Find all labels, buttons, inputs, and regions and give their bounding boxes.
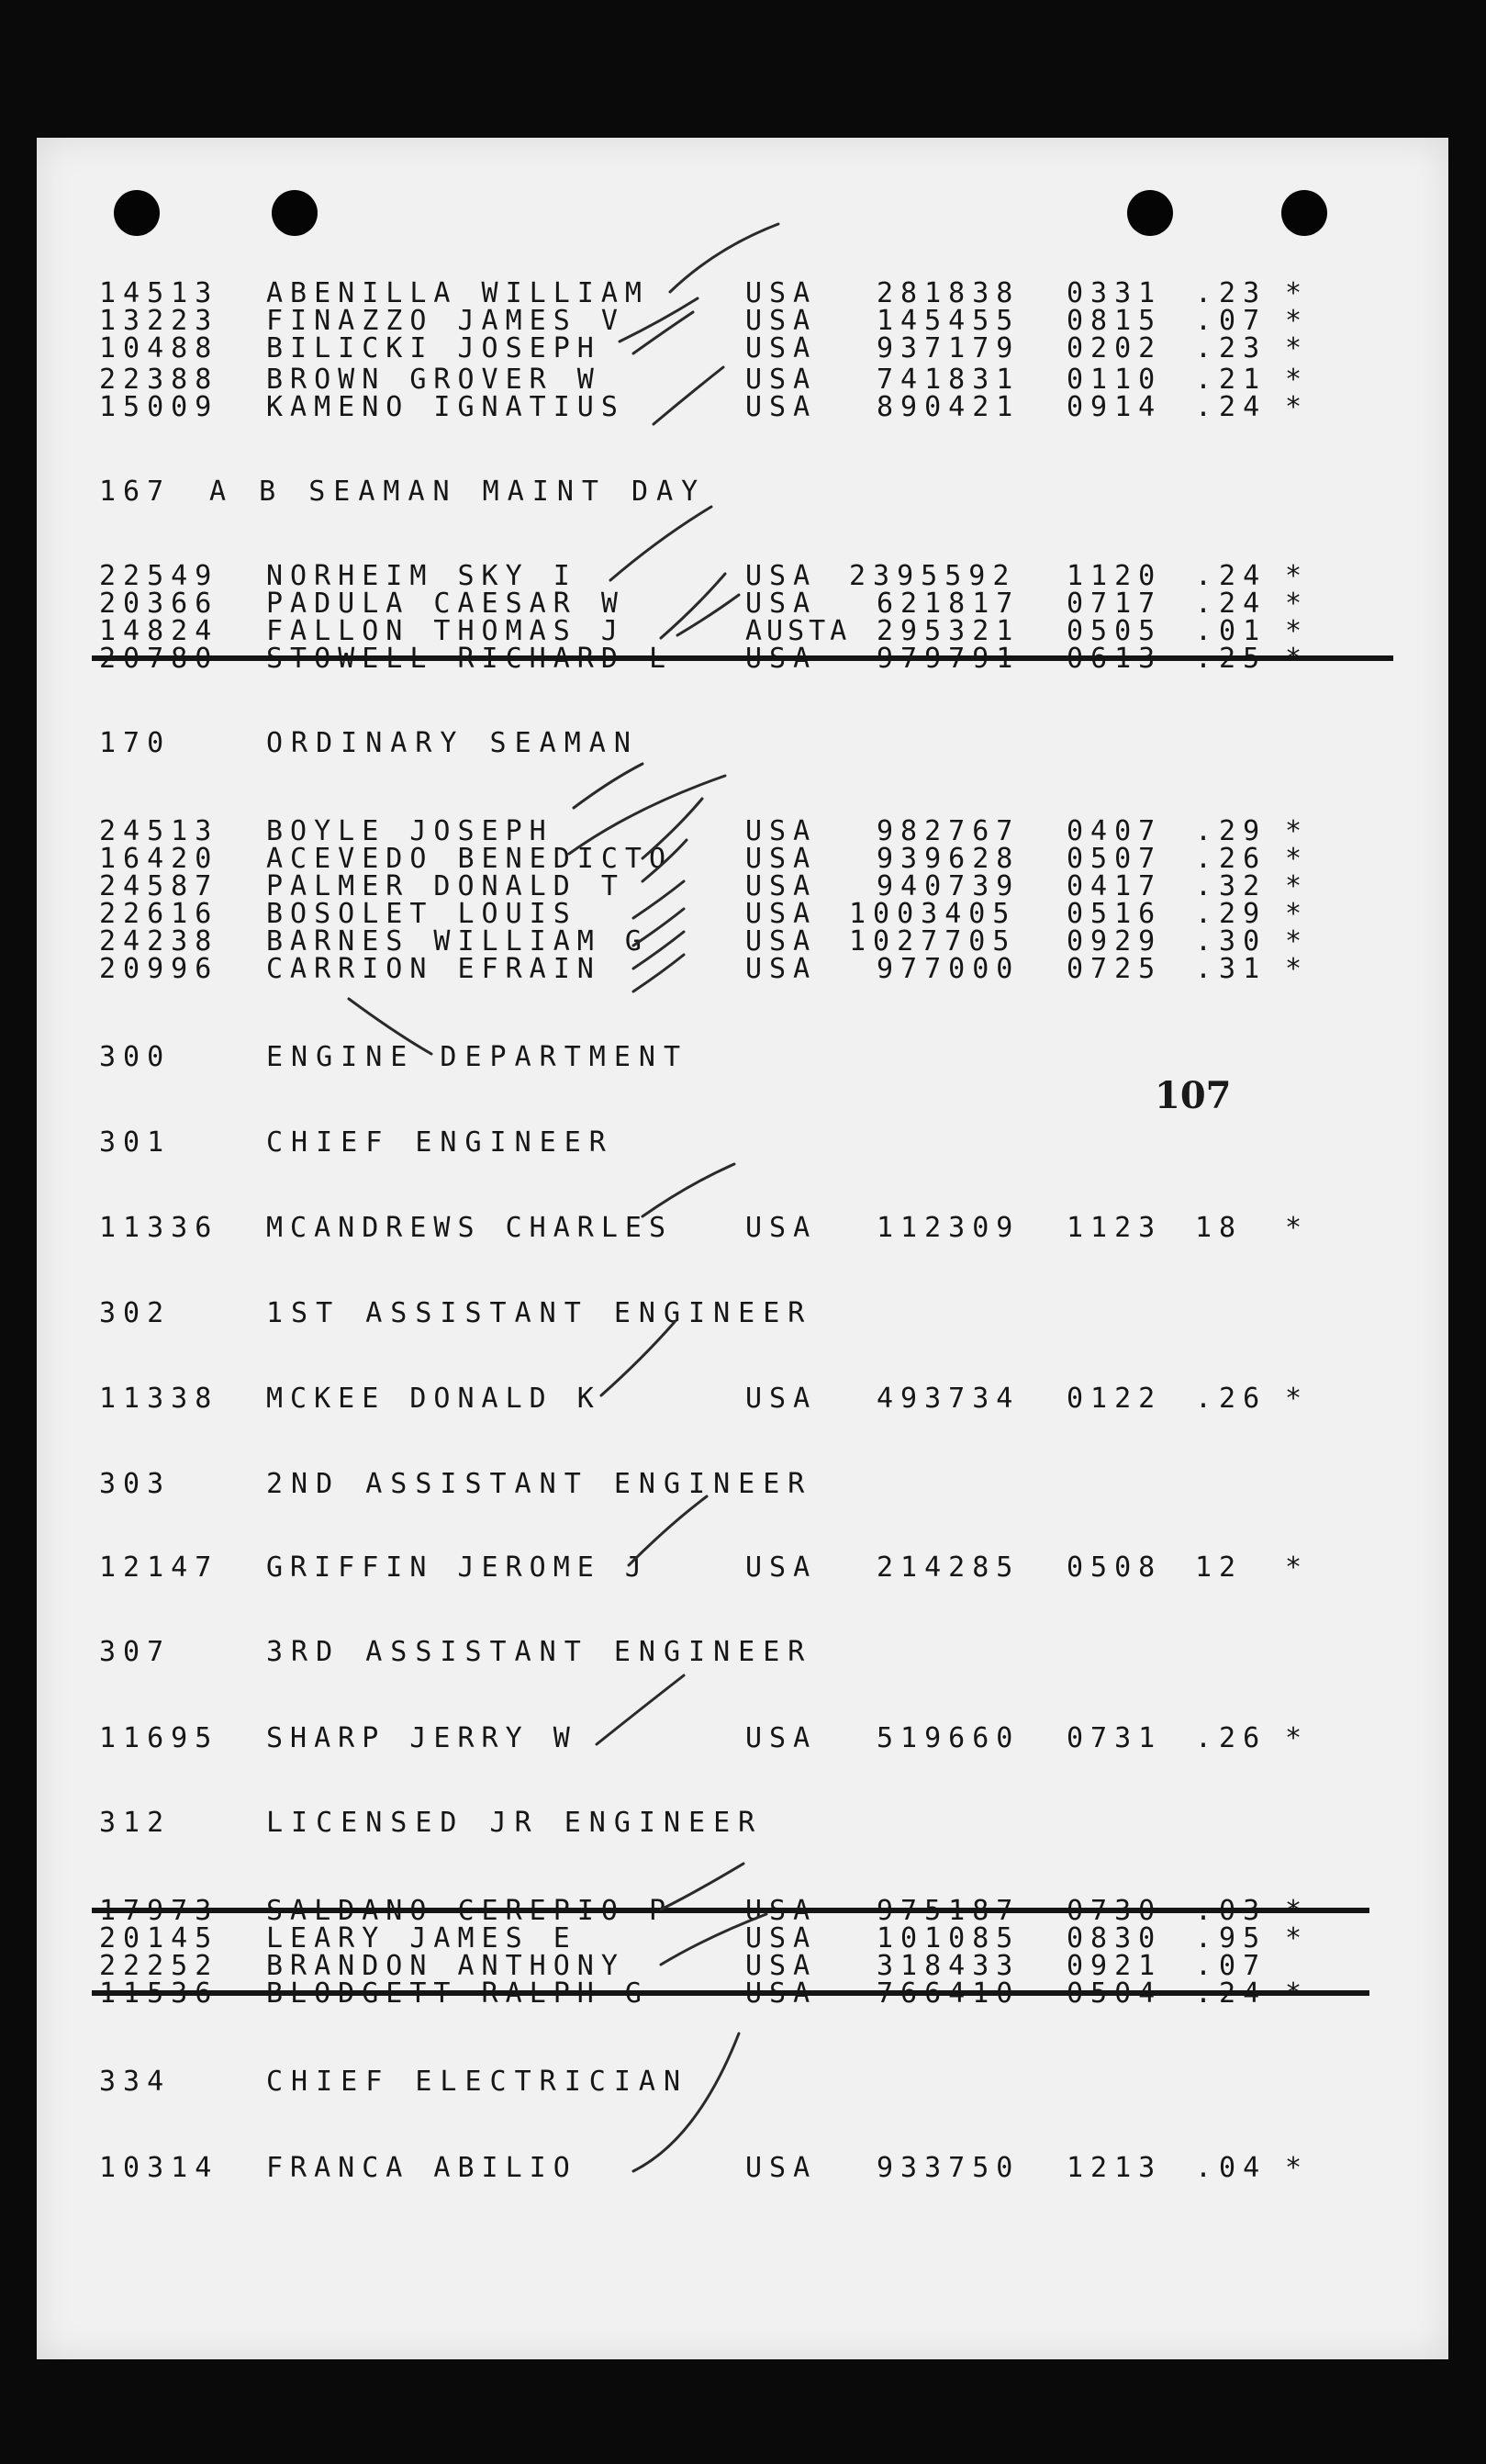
date-code: 1123 — [1067, 1212, 1163, 1244]
section-title: 2ND ASSISTANT ENGINEER — [266, 1468, 813, 1500]
asterisk-mark: * — [1285, 925, 1310, 958]
rate-value: .30 — [1195, 925, 1268, 958]
section-code: 170 — [99, 727, 172, 759]
member-number: 20145 — [99, 1922, 219, 1954]
member-name: FRANCA ABILIO — [266, 2152, 577, 2184]
member-number: 22252 — [99, 1950, 219, 1982]
rate-value: .21 — [1195, 364, 1268, 396]
member-number: 11695 — [99, 1722, 219, 1754]
rate-value: .24 — [1195, 560, 1268, 592]
section-code: 302 — [99, 1297, 172, 1329]
member-name: NORHEIM SKY I — [266, 560, 577, 592]
member-name: ACEVEDO BENEDICTO — [266, 843, 674, 875]
date-code: 0505 — [1067, 615, 1163, 647]
member-number: 10488 — [99, 332, 219, 364]
date-code: 1213 — [1067, 2152, 1163, 2184]
asterisk-mark: * — [1285, 843, 1310, 875]
rate-value: .24 — [1195, 391, 1268, 423]
member-name: ABENILLA WILLIAM — [266, 277, 649, 309]
citizenship: USA — [745, 588, 818, 620]
section-title: 3RD ASSISTANT ENGINEER — [266, 1636, 813, 1668]
asterisk-mark: * — [1285, 870, 1310, 902]
citizenship: USA — [745, 1383, 818, 1415]
citizenship: USA — [745, 560, 818, 592]
document-number: 621817 — [877, 588, 1021, 620]
asterisk-mark: * — [1285, 560, 1310, 592]
asterisk-mark: * — [1285, 1212, 1310, 1244]
member-number: 11336 — [99, 1212, 219, 1244]
date-code: 0507 — [1067, 843, 1163, 875]
date-code: 0508 — [1067, 1551, 1163, 1584]
document-number: 982767 — [877, 815, 1021, 847]
rate-value: .26 — [1195, 843, 1268, 875]
citizenship: USA — [745, 391, 818, 423]
rate-value: .95 — [1195, 1922, 1268, 1954]
member-number: 12147 — [99, 1551, 219, 1584]
section-code: 307 — [99, 1636, 172, 1668]
document-number: 101085 — [877, 1922, 1021, 1954]
rate-value: 18 — [1195, 1212, 1244, 1244]
member-name: KAMENO IGNATIUS — [266, 391, 625, 423]
member-number: 24587 — [99, 870, 219, 902]
section-title: 1ST ASSISTANT ENGINEER — [266, 1297, 813, 1329]
member-name: BRANDON ANTHONY — [266, 1950, 625, 1982]
document-number: 318433 — [877, 1950, 1021, 1982]
rate-value: .04 — [1195, 2152, 1268, 2184]
member-number: 22616 — [99, 898, 219, 930]
citizenship: USA — [745, 953, 818, 985]
rate-value: .32 — [1195, 870, 1268, 902]
member-number: 24238 — [99, 925, 219, 958]
member-name: BOSOLET LOUIS — [266, 898, 577, 930]
document-number: 977000 — [877, 953, 1021, 985]
rate-value: .23 — [1195, 332, 1268, 364]
member-name: SHARP JERRY W — [266, 1722, 577, 1754]
asterisk-mark: * — [1285, 364, 1310, 396]
citizenship: USA — [745, 870, 818, 902]
rate-value: .01 — [1195, 615, 1268, 647]
document-number: 214285 — [877, 1551, 1021, 1584]
rate-value: .29 — [1195, 898, 1268, 930]
member-number: 20366 — [99, 588, 219, 620]
date-code: 0717 — [1067, 588, 1163, 620]
date-code: 0122 — [1067, 1383, 1163, 1415]
date-code: 0815 — [1067, 305, 1163, 337]
member-name: MCANDREWS CHARLES — [266, 1212, 674, 1244]
citizenship: AUSTA — [745, 615, 852, 647]
section-code: 167 — [99, 476, 172, 508]
citizenship: USA — [745, 364, 818, 396]
asterisk-mark: * — [1285, 953, 1310, 985]
document-number: 281838 — [877, 277, 1021, 309]
rate-value: .29 — [1195, 815, 1268, 847]
rate-value: 12 — [1195, 1551, 1244, 1584]
asterisk-mark: * — [1285, 615, 1310, 647]
document-number: 493734 — [877, 1383, 1021, 1415]
section-code: 301 — [99, 1126, 172, 1159]
member-number: 24513 — [99, 815, 219, 847]
citizenship: USA — [745, 305, 818, 337]
citizenship: USA — [745, 815, 818, 847]
member-name: FINAZZO JAMES V — [266, 305, 625, 337]
date-code: 0110 — [1067, 364, 1163, 396]
asterisk-mark: * — [1285, 1722, 1310, 1754]
member-name: MCKEE DONALD K — [266, 1383, 601, 1415]
member-name: BROWN GROVER W — [266, 364, 601, 396]
asterisk-mark: * — [1285, 305, 1310, 337]
citizenship: USA — [745, 1722, 818, 1754]
section-code: 303 — [99, 1468, 172, 1500]
document-number: 937179 — [877, 332, 1021, 364]
document-number: 2395592 — [849, 560, 1017, 592]
member-number: 22549 — [99, 560, 219, 592]
section-code: 334 — [99, 2066, 172, 2098]
citizenship: USA — [745, 1212, 818, 1244]
rate-value: .07 — [1195, 1950, 1268, 1982]
section-title: LICENSED JR ENGINEER — [266, 1807, 764, 1839]
date-code: 0914 — [1067, 391, 1163, 423]
date-code: 1120 — [1067, 560, 1163, 592]
section-title: CHIEF ELECTRICIAN — [266, 2066, 689, 2098]
asterisk-mark: * — [1285, 2152, 1310, 2184]
member-name: PADULA CAESAR W — [266, 588, 625, 620]
document-number: 890421 — [877, 391, 1021, 423]
member-number: 13223 — [99, 305, 219, 337]
asterisk-mark: * — [1285, 391, 1310, 423]
asterisk-mark: * — [1285, 815, 1310, 847]
member-number: 15009 — [99, 391, 219, 423]
citizenship: USA — [745, 898, 818, 930]
document-number: 940739 — [877, 870, 1021, 902]
document-number: 1027705 — [849, 925, 1017, 958]
date-code: 0929 — [1067, 925, 1163, 958]
rate-value: .07 — [1195, 305, 1268, 337]
member-number: 10314 — [99, 2152, 219, 2184]
citizenship: USA — [745, 1922, 818, 1954]
member-name: BOYLE JOSEPH — [266, 815, 553, 847]
citizenship: USA — [745, 1551, 818, 1584]
document-number: 112309 — [877, 1212, 1021, 1244]
document-number: 295321 — [877, 615, 1021, 647]
document-number: 519660 — [877, 1722, 1021, 1754]
date-code: 0331 — [1067, 277, 1163, 309]
member-name: GRIFFIN JEROME J — [266, 1551, 649, 1584]
citizenship: USA — [745, 2152, 818, 2184]
page-number: 107 — [1155, 1074, 1232, 1117]
member-name: LEARY JAMES E — [266, 1922, 577, 1954]
date-code: 0202 — [1067, 332, 1163, 364]
citizenship: USA — [745, 332, 818, 364]
member-name: BARNES WILLIAM G — [266, 925, 649, 958]
date-code: 0407 — [1067, 815, 1163, 847]
document-number: 933750 — [877, 2152, 1021, 2184]
member-number: 20996 — [99, 953, 219, 985]
date-code: 0921 — [1067, 1950, 1163, 1982]
date-code: 0731 — [1067, 1722, 1163, 1754]
asterisk-mark: * — [1285, 1922, 1310, 1954]
citizenship: USA — [745, 277, 818, 309]
date-code: 0725 — [1067, 953, 1163, 985]
member-number: 16420 — [99, 843, 219, 875]
document-number: 939628 — [877, 843, 1021, 875]
rate-value: .26 — [1195, 1383, 1268, 1415]
rate-value: .23 — [1195, 277, 1268, 309]
section-code: 300 — [99, 1041, 172, 1073]
citizenship: USA — [745, 925, 818, 958]
citizenship: USA — [745, 843, 818, 875]
member-number: 14513 — [99, 277, 219, 309]
citizenship: USA — [745, 1950, 818, 1982]
section-code: 312 — [99, 1807, 172, 1839]
date-code: 0417 — [1067, 870, 1163, 902]
member-number: 22388 — [99, 364, 219, 396]
section-title: A B SEAMAN MAINT DAY — [209, 476, 707, 508]
member-name: PALMER DONALD T — [266, 870, 625, 902]
member-name: BILICKI JOSEPH — [266, 332, 601, 364]
document-number: 145455 — [877, 305, 1021, 337]
asterisk-mark: * — [1285, 277, 1310, 309]
date-code: 0830 — [1067, 1922, 1163, 1954]
member-name: FALLON THOMAS J — [266, 615, 625, 647]
rate-value: .31 — [1195, 953, 1268, 985]
document-number: 1003405 — [849, 898, 1017, 930]
member-number: 11338 — [99, 1383, 219, 1415]
date-code: 0516 — [1067, 898, 1163, 930]
member-number: 14824 — [99, 615, 219, 647]
section-title: ORDINARY SEAMAN — [266, 727, 639, 759]
rate-value: .26 — [1195, 1722, 1268, 1754]
section-title: ENGINE DEPARTMENT — [266, 1041, 689, 1073]
asterisk-mark: * — [1285, 1383, 1310, 1415]
asterisk-mark: * — [1285, 588, 1310, 620]
rate-value: .24 — [1195, 588, 1268, 620]
document-number: 741831 — [877, 364, 1021, 396]
section-title: CHIEF ENGINEER — [266, 1126, 614, 1159]
asterisk-mark: * — [1285, 898, 1310, 930]
member-name: CARRION EFRAIN — [266, 953, 601, 985]
asterisk-mark: * — [1285, 1551, 1310, 1584]
asterisk-mark: * — [1285, 332, 1310, 364]
